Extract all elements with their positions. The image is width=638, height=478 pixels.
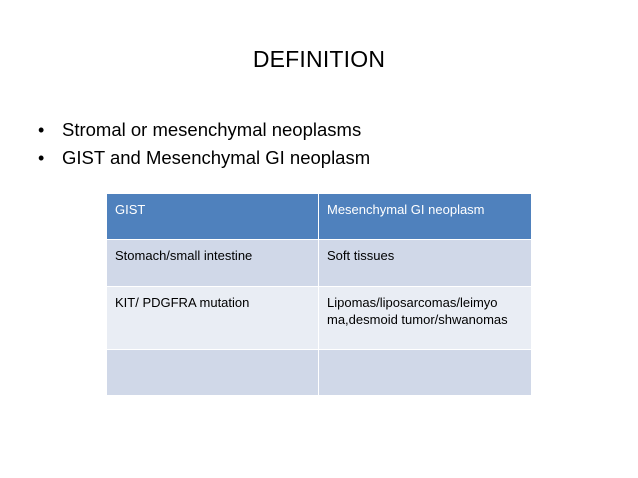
- table-cell: Stomach/small intestine: [107, 240, 319, 287]
- bullet-dot-icon: •: [38, 148, 45, 168]
- table-cell: Lipomas/liposarcomas/leimyo ma,desmoid tumor/shwanomas: [319, 287, 532, 350]
- table-cell: KIT/ PDGFRA mutation: [107, 287, 319, 350]
- bullet-item: [38, 144, 370, 172]
- bullet-text: GIST and Mesenchymal GI neoplasm: [62, 147, 371, 168]
- bullet-dot-icon: •: [38, 120, 45, 140]
- table-row: [107, 240, 532, 287]
- header-cell-gist: GIST: [107, 194, 319, 240]
- slide-title: DEFINITION: [252, 46, 386, 72]
- table-header-row: [107, 194, 532, 240]
- header-cell-mesenchymal: Mesenchymal GI neoplasm: [319, 194, 532, 240]
- bullet-item: [38, 116, 370, 144]
- table-cell: [319, 350, 532, 396]
- table-row: [107, 350, 532, 396]
- bullet-list: [38, 116, 370, 172]
- table-cell: [107, 350, 319, 396]
- table-row: [107, 287, 532, 350]
- bullet-text: Stromal or mesenchymal neoplasms: [62, 119, 362, 140]
- table-cell: Soft tissues: [319, 240, 532, 287]
- comparison-table: [106, 193, 532, 396]
